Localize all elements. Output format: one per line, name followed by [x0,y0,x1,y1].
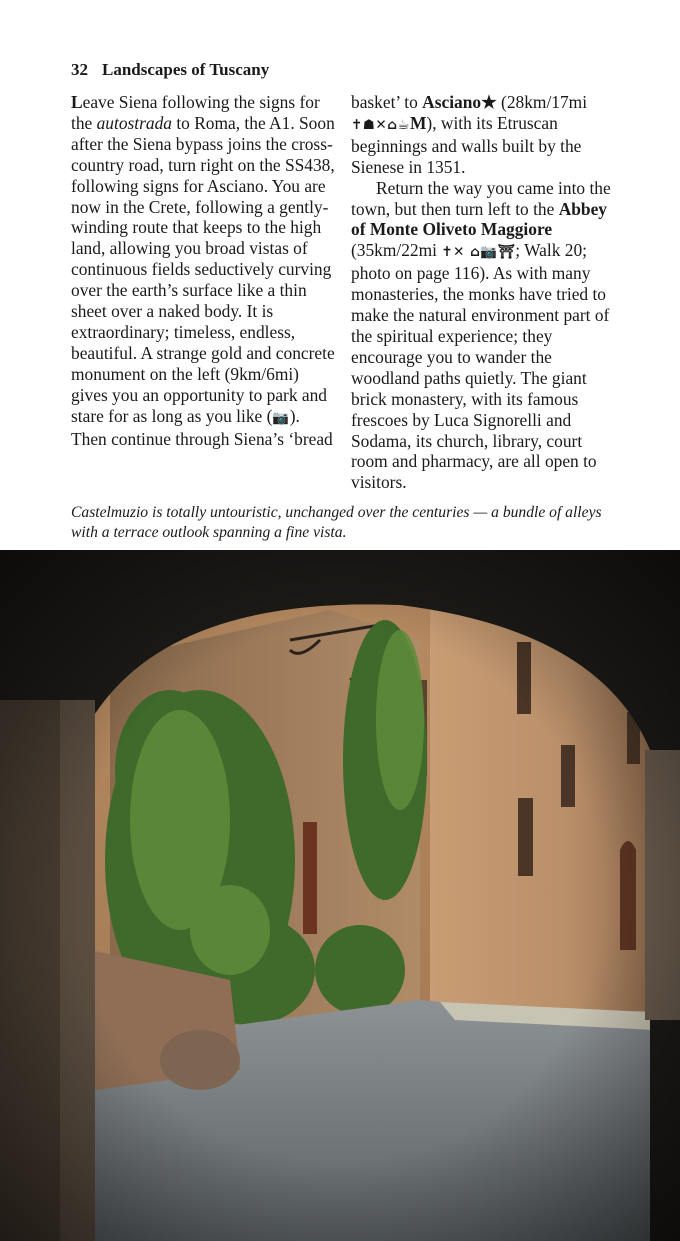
text-column-right [351,92,617,493]
camera-icon: 📷 [272,409,290,426]
place-asciano: Asciano [422,92,482,112]
book-title: Landscapes of Tuscany [102,60,270,79]
abbey-text-c: ; Walk 20; photo on page 116). As with many monasteries, the monks have tried to make the natural environment part of the spiritual experience; they encourage you to wander the woodland paths quietly. The giant brick monastery, with its famous frescoes by Luca Signorelli and Sodama, its church, library, court room and pharmacy, are all open to visitors. [351,240,610,493]
paragraph-intro [71,92,339,449]
intro-text-cont: to Roma, the A1. Soon after the Siena bypass joins the cross-country road, turn right on the SS438, following signs for Asciano. You are now in the Crete, following a gently-winding route that keeps to the high land, allowing you broad vistas of continuous fields seductively curving over the earth’s surface like a thin sheet over a naked body. It is extraordinary; timeless, endless, beautiful. A strange gold and concrete monument on the left (9km/6mi) gives you an opportunity to park and stare for as long as you like ( [71,112,335,426]
abbey-text-a: Return the way you came into the town, but then turn left to the [351,177,611,219]
amenity-symbols-abbey: ✝✕ ⌂📷⛩ [441,244,516,261]
star-icon: ★ [481,92,497,112]
page-number: 32 [71,60,88,79]
running-header [71,60,269,80]
place-abbey: Abbey of Monte Oliveto Maggiore [351,198,608,240]
autostrada-term: autostrada [96,112,172,133]
museum-symbol: M [410,112,427,133]
asciano-text-b: (28km/17mi [496,92,588,112]
text-column-left [71,92,339,449]
drop-cap: L [71,92,83,112]
asciano-text-a: basket’ to [351,92,423,112]
paragraph-asciano [351,92,617,178]
paragraph-abbey [351,178,617,494]
abbey-text-b: (35km/22mi [351,240,442,261]
intro-text-end: ). Then continue through Siena’s ‘bread [71,405,333,449]
asciano-text-c: ), with its Etruscan beginnings and walls built by the Sienese in 1351. [351,112,582,177]
castelmuzio-photo [0,550,680,1241]
intro-text: eave Siena following the signs for the [71,92,320,133]
photo-caption: Castelmuzio is totally untouristic, unchanged over the centuries — a bundle of alleys with a terrace outlook spanning a fine vista. [71,504,602,541]
amenity-symbols-asciano: ✝☗✕⌂☕ [351,116,410,133]
